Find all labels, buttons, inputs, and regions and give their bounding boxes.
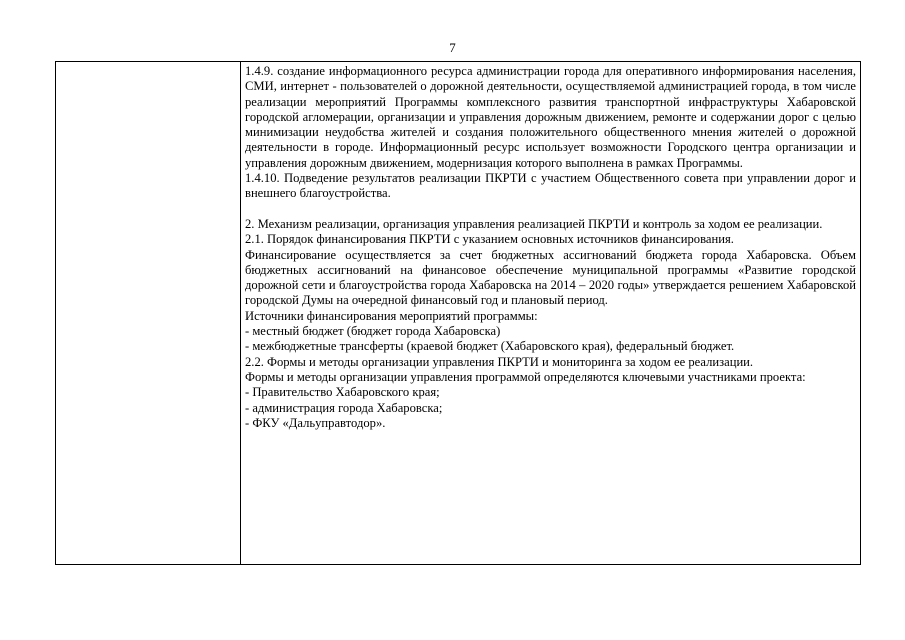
source-item-local-budget: - местный бюджет (бюджет города Хабаровска): [245, 324, 501, 339]
participant-item-administration: - администрация города Хабаровска;: [245, 400, 443, 415]
paragraph-gap: [245, 202, 856, 217]
section-2-heading: 2. Механизм реализации, организация управления реализацией ПКРТИ и контроль за ходом ее реализации.: [245, 216, 823, 231]
paragraph-2-2-heading: 2.2. Формы и методы организации управления ПКРТИ и мониторинга за ходом ее реализации.: [245, 354, 754, 369]
table-left-cell: [56, 62, 241, 564]
paragraph-2-1-text: Финансирование осуществляется за счет бюджетных ассигнований бюджета города Хабаровска. Объем бюджетных ассигнований на финансовое обеспечение муниципальной программы «Развитие городской дорожной сети и благоустройства города Хабаровска на 2014 – 2020 годы» утверждается решением Хабаровской городской Думы на очередной финансовый год и плановый период.: [245, 247, 856, 308]
source-item-transfers: - межбюджетные трансферты (краевой бюджет (Хабаровского края), федеральный бюджет.: [245, 339, 735, 354]
sources-title: Источники финансирования мероприятий программы:: [245, 308, 538, 323]
participant-item-government: - Правительство Хабаровского края;: [245, 385, 440, 400]
paragraph-1-4-9: 1.4.9. создание информационного ресурса администрации города для оперативного информирования населения, СМИ, интернет - пользователей о дорожной деятельности, осуществляемой администрацией города, в том числе реализации мероприятий Программы комплексного развития транспортной инфраструктуры Хабаровской городской агломерации, организации и управления дорожным движением, ремонте и содержании дорог с целью минимизации неудобства жителей и создания положительного общественного мнения жителей о дорожной деятельности в городе. Информационный ресурс использует возможности Городского центра организации и управления дорожным движением, модернизация которого выполнена в рамках Программы.: [245, 64, 856, 170]
paragraph-1-4-10: 1.4.10. Подведение результатов реализации ПКРТИ с участием Общественного совета при управлении дорог и внешнего благоустройства.: [245, 171, 856, 201]
paragraph-2-1-heading: 2.1. Порядок финансирования ПКРТИ с указанием основных источников финансирования.: [245, 232, 734, 247]
page-number: 7: [449, 40, 456, 55]
paragraph-2-2-text: Формы и методы организации управления программой определяются ключевыми участниками проекта:: [245, 369, 806, 384]
document-table: [55, 61, 861, 565]
table-right-cell: [241, 62, 860, 564]
participant-item-fku: - ФКУ «Дальуправтодор».: [245, 415, 386, 430]
